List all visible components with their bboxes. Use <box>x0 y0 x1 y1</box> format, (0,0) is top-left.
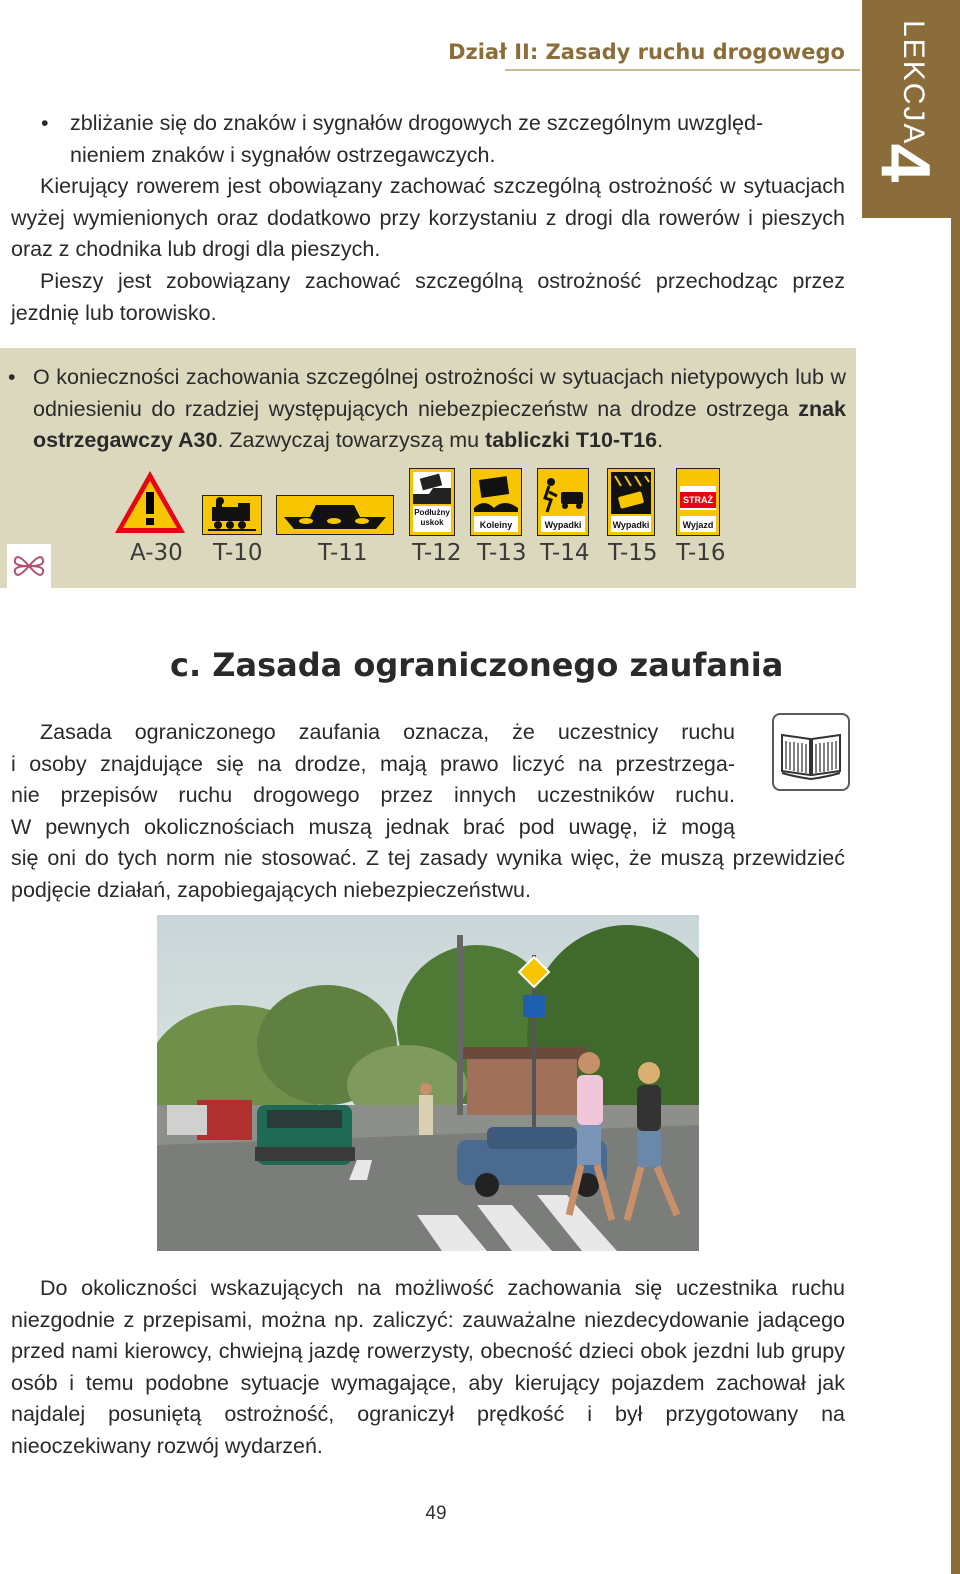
sign-label-t12: T-12 <box>412 540 462 566</box>
lesson-tab <box>862 0 960 218</box>
lesson-word: LEKCJA <box>897 20 930 146</box>
plate-t14-label: Wypadki <box>544 520 582 530</box>
intro-bullet-item <box>11 108 845 171</box>
intro-bullet-line1: zbliżanie się do znaków i sygnałów drogowych ze szczególnym uwzględ- <box>70 111 764 135</box>
page-number: 49 <box>425 1503 447 1524</box>
bullet-icon: • <box>41 111 49 135</box>
sign-label-t13: T-13 <box>477 540 527 566</box>
plate-t16-label: Wyjazd <box>682 520 714 530</box>
sign-label-t15: T-15 <box>608 540 658 566</box>
plate-t10-locomotive-icon <box>202 495 262 535</box>
box-bold-plates: tabliczki T10-T16 <box>485 428 658 453</box>
plate-t12-label <box>409 508 455 528</box>
decorative-corner <box>7 544 51 588</box>
plate-t16-top-label: STRAŻ <box>680 492 716 508</box>
principle-paragraph <box>11 717 845 907</box>
plate-t12-label-line1: Podłużny <box>414 508 450 517</box>
ornament-icon <box>11 548 47 584</box>
box-bold-sign: znak ostrzegawczy A30 <box>33 396 846 453</box>
chapter-header: Dział II: Zasady ruchu drogowego <box>448 40 845 64</box>
page-edge-strip <box>951 0 960 1574</box>
warning-sign-box <box>0 348 856 588</box>
box-text <box>8 362 846 457</box>
sign-label-a30: A-30 <box>130 540 183 566</box>
plate-t13-label: Koleiny <box>479 520 513 530</box>
intro-paragraph-pedestrian: Pieszy jest zobowiązany zachować szczególną ostrożność przechodząc przez jezdnię lub torowisko. <box>11 269 845 325</box>
box-text-a: O konieczności zachowania szczególnej ostrożności w sytuacjach nietypowych lub w odniesieniu do rzadziej występujących niebezpieczeństw na drodze ostrzega <box>33 365 846 421</box>
box-text-b: . Zazwyczaj towarzyszą mu <box>217 428 486 453</box>
plate-t11-ferry-icon <box>276 495 394 535</box>
street-crossing-photo <box>157 915 699 1251</box>
bullet-icon: • <box>8 365 16 389</box>
principle-line-3: nie przepisów ruchu drogowego przez innych uczestników ruchu. <box>11 783 735 808</box>
sign-label-t10: T-10 <box>213 540 263 566</box>
sign-label-t11: T-11 <box>318 540 368 566</box>
plate-t12-label-line2: uskok <box>420 518 444 527</box>
final-paragraph: Do okoliczności wskazujących na możliwość zachowania się uczestnika ruchu niezgodnie z przepisami, można np. zaliczyć: zauważalne niezdecydowanie jadącego przed nami kierowcy, chwiejną jazdę rowerzysty, obecność dzieci obok jezdni lub grupy osób i temu podobne sytuacje wymagające, aby kierujący pojazdem zachował jak najdalej posuniętą ostrożność, ograniczył prędkość i był przygotowany na nieoczekiwany rozwój wydarzeń. <box>11 1276 845 1458</box>
section-title: c. Zasada ograniczonego zaufania <box>170 646 784 684</box>
intro-bullet-line2: nieniem znaków i sygnałów ostrzegawczych. <box>70 142 496 167</box>
header-rule <box>505 69 860 71</box>
principle-rest: się oni do tych norm nie stosować. Z tej zasady wynika więc, że muszą przewidzieć podjęcie działań, zapobiegających niebezpieczeństwu. <box>11 846 845 902</box>
principle-line-1: Zasada ograniczonego zaufania oznacza, że uczestnicy ruchu <box>40 720 735 744</box>
sign-label-t14: T-14 <box>540 540 590 566</box>
lesson-number: 4 <box>866 143 945 183</box>
box-text-c: . <box>657 428 664 453</box>
sign-a30-icon <box>112 468 188 536</box>
sign-label-t16: T-16 <box>676 540 726 566</box>
intro-paragraph-cyclist: Kierujący rowerem jest obowiązany zachować szczególną ostrożność w sytuacjach wyżej wymienionych oraz dodatkowo przy korzystaniu z drogi dla rowerów i pieszych oraz z chodnika lub drogi dla pieszych. <box>11 174 845 262</box>
plate-t15-label: Wypadki <box>612 520 650 530</box>
principle-line-2: i osoby znajdujące się na drodze, mają prawo liczyć na przestrzega- <box>11 751 735 776</box>
principle-line-4: W pewnych okolicznościach muszą jednak brać pod uwagę, iż mogą <box>11 814 735 839</box>
